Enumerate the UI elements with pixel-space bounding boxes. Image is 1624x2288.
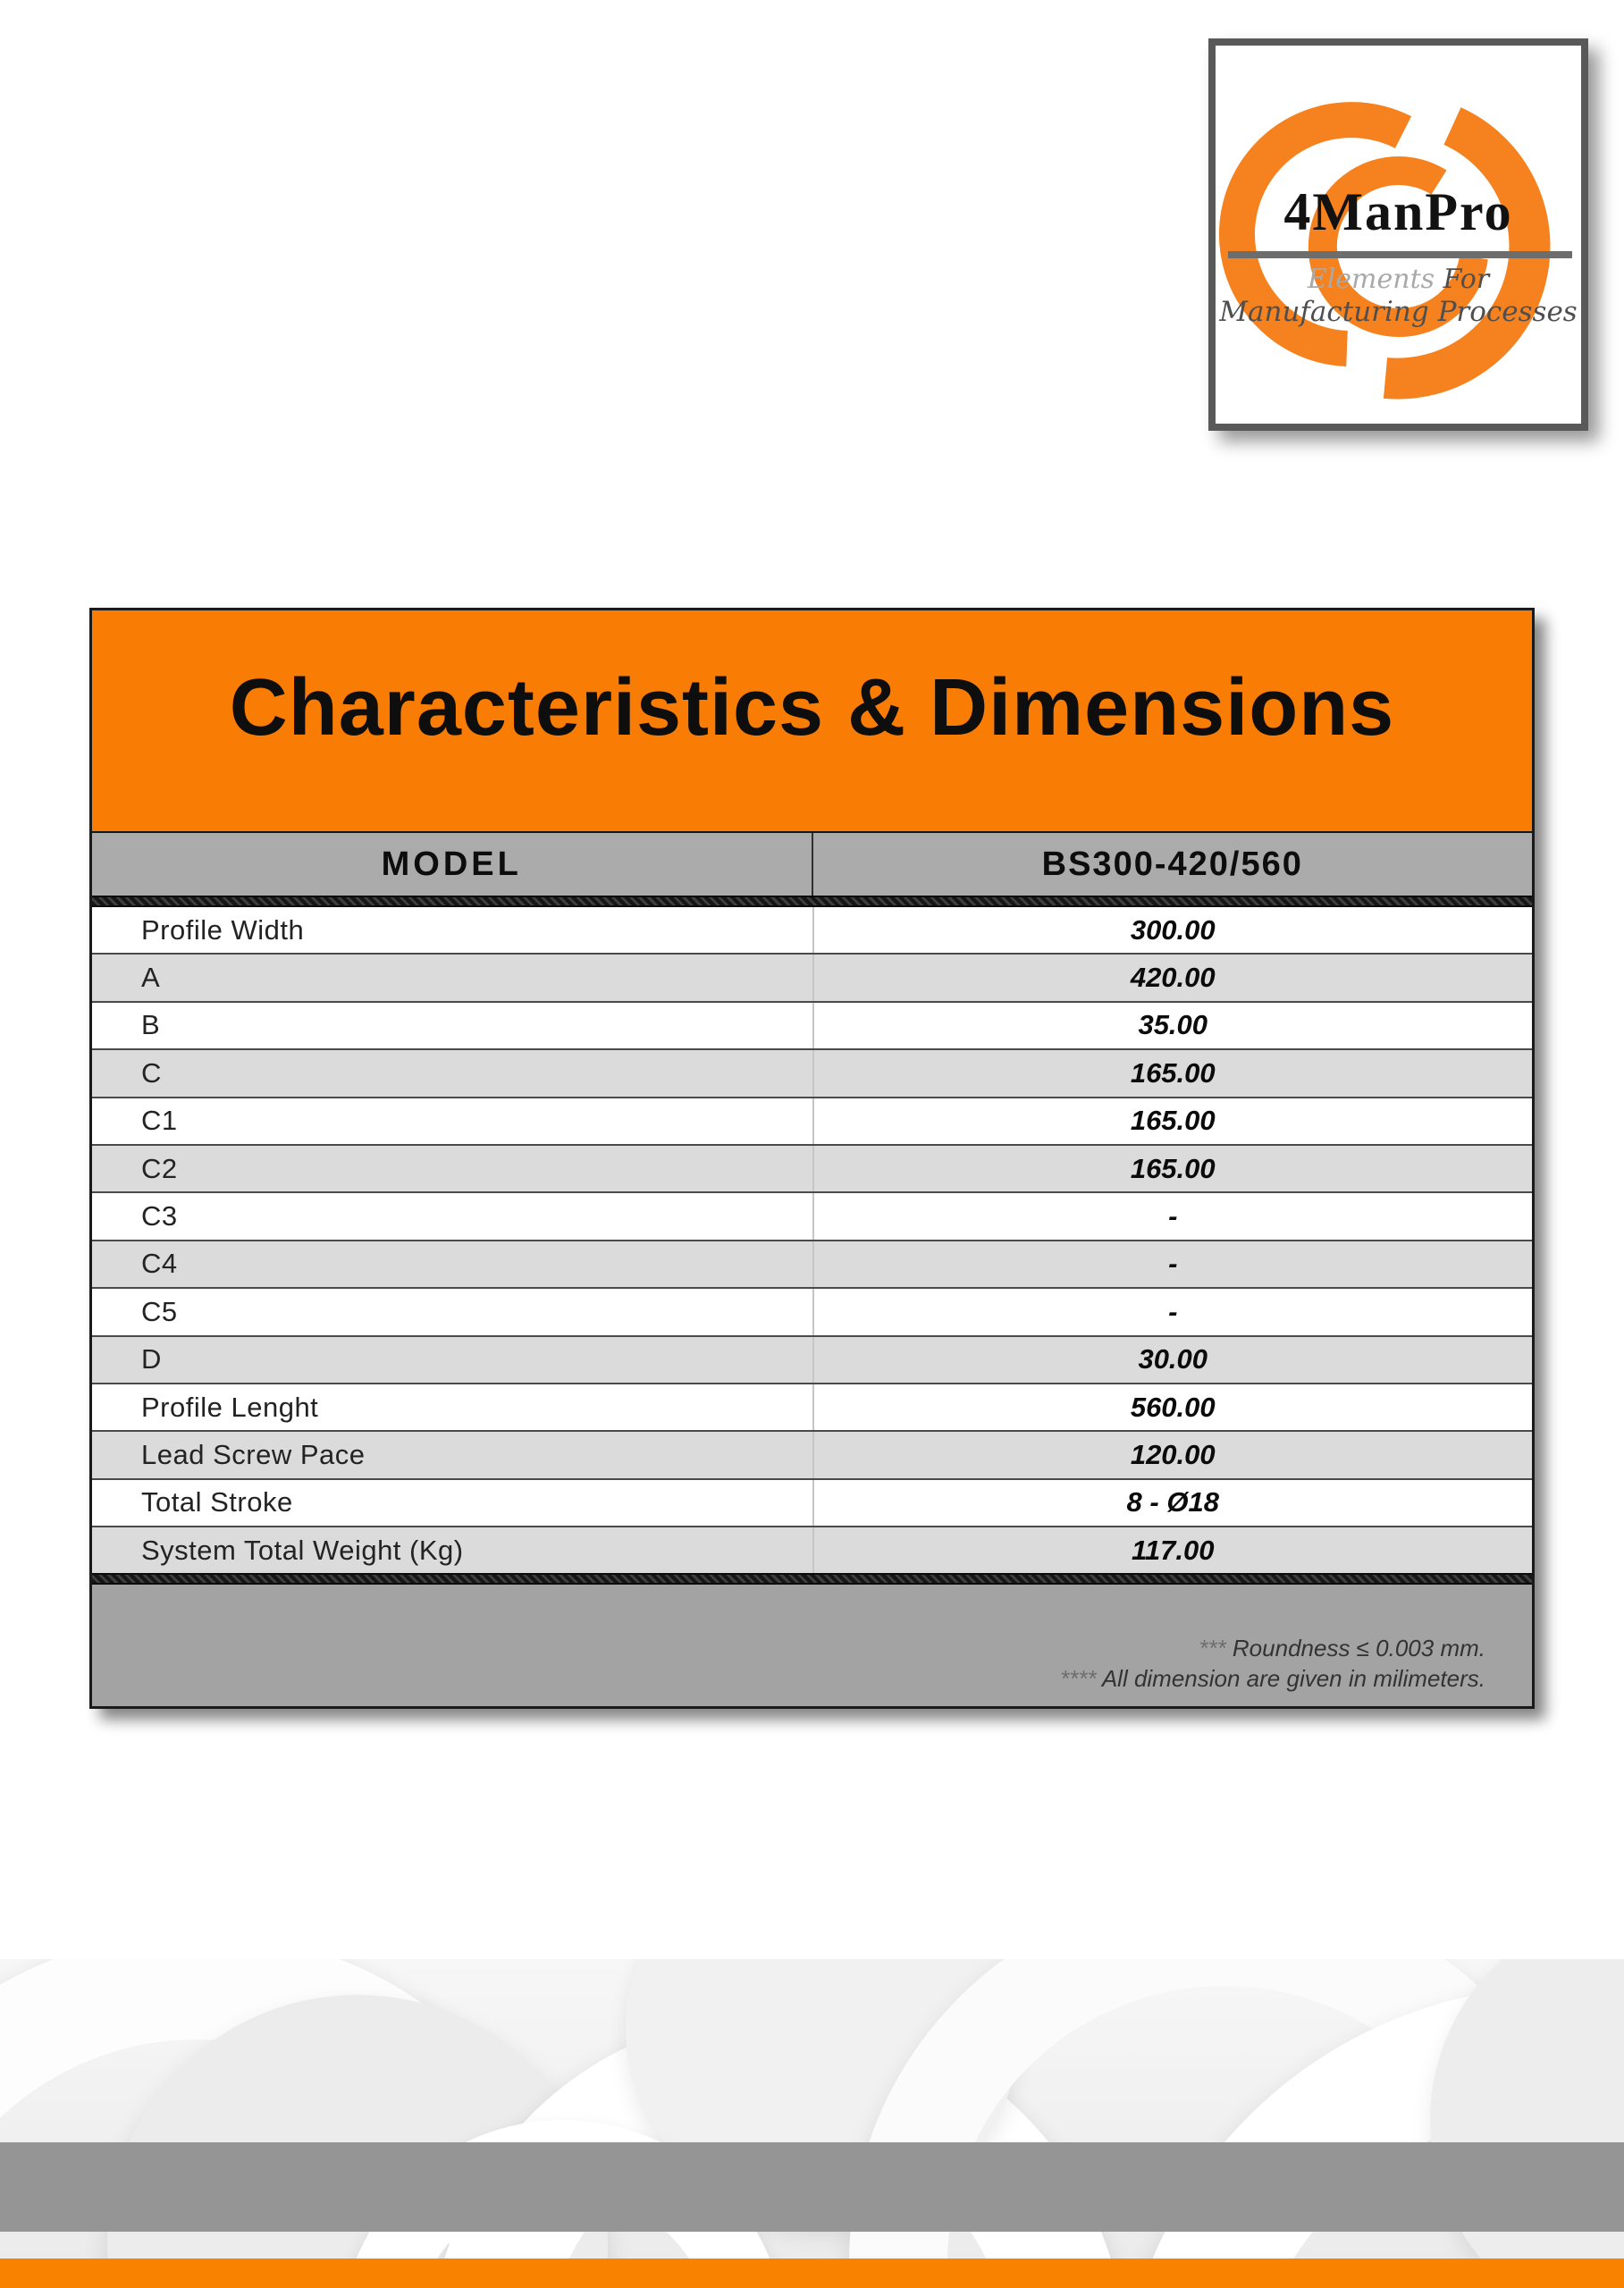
table-row xyxy=(92,1001,1532,1048)
footnote: **** All dimension are given in milimeters. xyxy=(1060,1665,1485,1693)
row-value: - xyxy=(812,1193,1533,1239)
row-label: C3 xyxy=(141,1200,178,1232)
separator-band-top xyxy=(92,896,1532,907)
footer-orange-band xyxy=(0,2259,1624,2288)
table-row xyxy=(92,1526,1532,1573)
row-label: D xyxy=(141,1343,162,1375)
bottom-decoration xyxy=(0,1959,1624,2288)
footer-gray-band xyxy=(0,2142,1624,2232)
logo-divider xyxy=(1228,251,1572,258)
model-header-cell: MODEL xyxy=(381,845,522,883)
row-value: 35.00 xyxy=(812,1003,1533,1048)
table-row xyxy=(92,1097,1532,1144)
model-value-cell: BS300-420/560 xyxy=(812,833,1533,896)
row-label: Profile Lenght xyxy=(141,1391,319,1423)
row-label: B xyxy=(141,1009,161,1041)
row-value: - xyxy=(812,1241,1533,1287)
logo-card xyxy=(1208,38,1588,431)
table-row xyxy=(92,1191,1532,1239)
row-value: 117.00 xyxy=(812,1527,1533,1573)
table-row xyxy=(92,1287,1532,1334)
row-label: C4 xyxy=(141,1248,178,1280)
row-value: - xyxy=(812,1289,1533,1334)
table-row xyxy=(92,907,1532,953)
table-row xyxy=(92,1383,1532,1430)
table-title-band xyxy=(92,610,1532,831)
row-label: System Total Weight (Kg) xyxy=(141,1534,464,1566)
row-label: A xyxy=(141,962,161,994)
table-row xyxy=(92,1430,1532,1477)
table-footnotes xyxy=(92,1585,1532,1706)
table-header-row xyxy=(92,831,1532,896)
row-label: C5 xyxy=(141,1295,178,1327)
table-row xyxy=(92,1240,1532,1287)
footnote: *** Roundness ≤ 0.003 mm. xyxy=(1199,1635,1485,1662)
logo-tagline-elements: Elements xyxy=(1307,264,1435,295)
row-label: C1 xyxy=(141,1105,178,1137)
row-label: Lead Screw Pace xyxy=(141,1438,366,1470)
logo-brand-text: 4ManPro xyxy=(1283,182,1513,241)
separator-band-bottom xyxy=(92,1573,1532,1585)
logo-tagline-line1 xyxy=(1216,264,1581,295)
logo-tagline-line2: Manufacturing Processes xyxy=(1219,296,1578,328)
row-value: 165.00 xyxy=(812,1146,1533,1191)
row-value: 120.00 xyxy=(812,1432,1533,1477)
logo-tagline-for: For xyxy=(1443,264,1490,295)
row-label: Profile Width xyxy=(141,913,305,946)
row-value: 8 - Ø18 xyxy=(812,1480,1533,1526)
row-label: C2 xyxy=(141,1152,178,1184)
table-rows xyxy=(92,907,1532,1573)
table-row xyxy=(92,1048,1532,1096)
spec-table xyxy=(89,608,1535,1709)
row-value: 165.00 xyxy=(812,1098,1533,1144)
table-row xyxy=(92,953,1532,1000)
row-label: Total Stroke xyxy=(141,1486,293,1518)
row-value: 300.00 xyxy=(812,907,1533,953)
row-value: 165.00 xyxy=(812,1050,1533,1096)
row-label: C xyxy=(141,1056,162,1089)
table-row xyxy=(92,1335,1532,1383)
table-row xyxy=(92,1478,1532,1526)
row-value: 560.00 xyxy=(812,1384,1533,1430)
table-title: Characteristics & Dimensions xyxy=(229,663,1395,753)
row-value: 420.00 xyxy=(812,955,1533,1000)
row-value: 30.00 xyxy=(812,1337,1533,1383)
table-row xyxy=(92,1144,1532,1191)
